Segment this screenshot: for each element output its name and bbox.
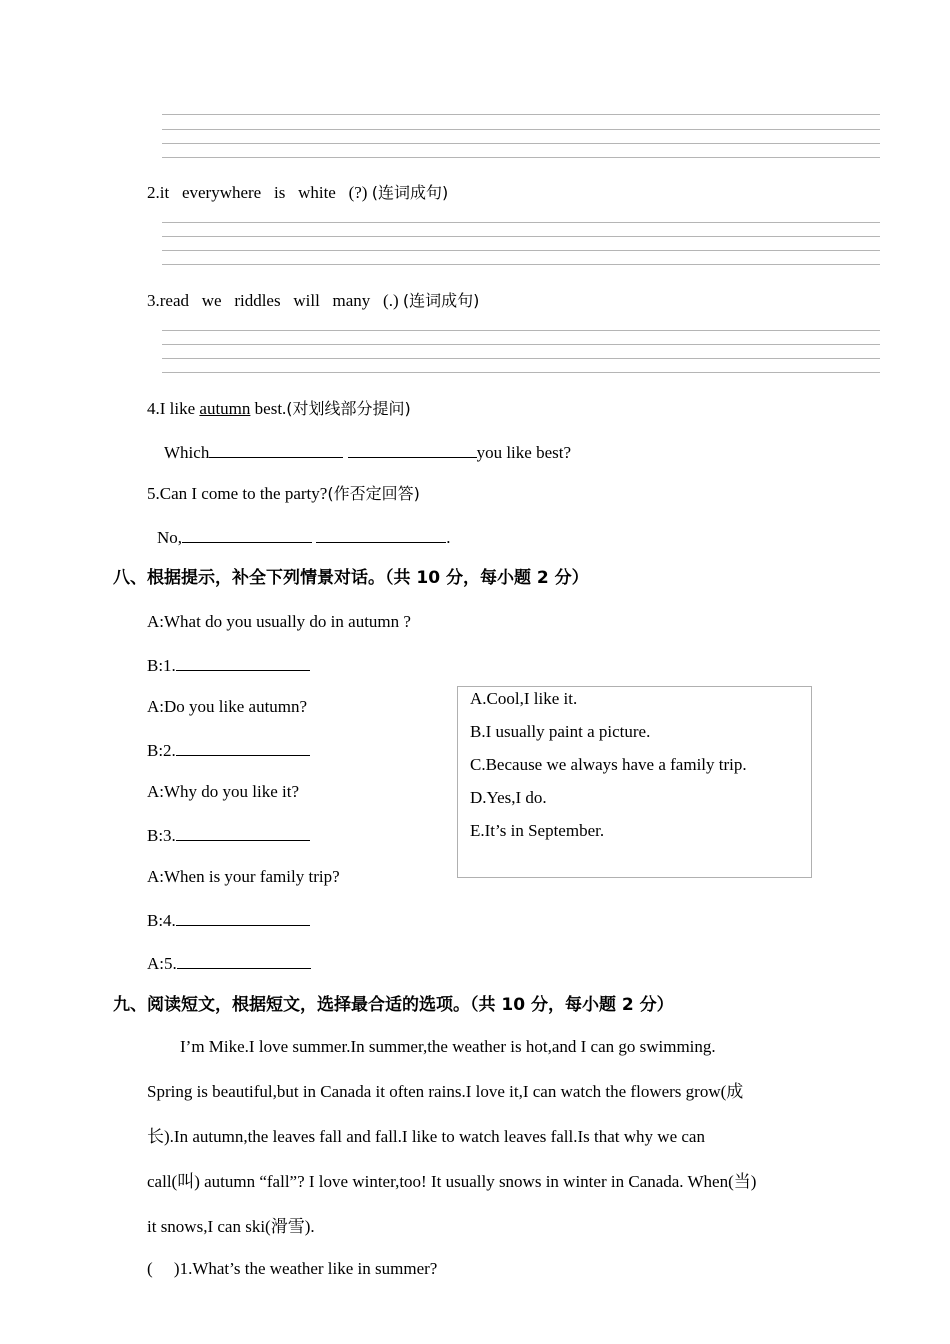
question-4-answer	[164, 441, 571, 463]
answer-line	[162, 236, 880, 237]
dialogue-line	[147, 952, 311, 974]
dialogue-line: A:Do you like autumn?	[147, 697, 308, 716]
answer-blank[interactable]	[176, 909, 310, 926]
option-a: A.Cool,I like it.	[470, 689, 578, 708]
dialogue-line: A:When is your family trip?	[147, 867, 340, 886]
option-d: D.Yes,I do.	[470, 788, 547, 807]
passage-line: I’m Mike.I love summer.In summer,the weather is hot,and I can go swimming.	[180, 1037, 716, 1056]
underlined-word: autumn	[199, 399, 251, 418]
question-2-words: 2.it everywhere is white (?)	[147, 183, 368, 202]
answer-blank[interactable]	[348, 441, 477, 458]
dialogue-line	[147, 654, 310, 676]
answer-end: .	[446, 528, 451, 547]
dialogue-line	[147, 739, 310, 761]
dialogue-line: A:Why do you like it?	[147, 782, 300, 801]
answer-line	[162, 330, 880, 331]
question-5	[147, 484, 420, 504]
answer-blank[interactable]	[177, 952, 311, 969]
answer-line	[162, 129, 880, 130]
passage-line: call(叫) autumn “fall”? I love winter,too! It usually snows in winter in Canada. When(当)	[147, 1172, 757, 1191]
answer-end: you like best?	[476, 443, 571, 462]
answer-line	[162, 222, 880, 223]
section-8-heading: 八、根据提示，补全下列情景对话。（共 10 分，每小题 2 分）	[113, 568, 589, 588]
answer-line	[162, 250, 880, 251]
answer-line	[162, 372, 880, 373]
passage-line: 长).In autumn,the leaves fall and fall.I like to watch leaves fall.Is that why we can	[147, 1127, 705, 1146]
question-2	[147, 183, 448, 203]
answer-blank[interactable]	[209, 441, 343, 458]
option-c: C.Because we always have a family trip.	[470, 755, 747, 774]
answer-blank[interactable]	[316, 526, 446, 543]
answer-blank[interactable]	[176, 824, 310, 841]
question-4	[147, 399, 411, 419]
dialogue-label: B:1.	[147, 656, 176, 675]
question-3	[147, 291, 479, 311]
reading-question-1-text: 1.What’s the weather like in summer?	[179, 1259, 438, 1278]
answer-bracket[interactable]: ( )	[147, 1259, 180, 1278]
answer-line	[162, 143, 880, 144]
option-b: B.I usually paint a picture.	[470, 722, 651, 741]
answer-line	[162, 264, 880, 265]
dialogue-line	[147, 909, 310, 931]
question-4-instruction: (对划线部分提问)	[286, 399, 411, 418]
passage-line: it snows,I can ski(滑雪).	[147, 1217, 315, 1236]
passage-line: Spring is beautiful,but in Canada it often rains.I love it,I can watch the flowers grow(成	[147, 1082, 744, 1101]
dialogue-label: A:5.	[147, 954, 177, 973]
answer-line	[162, 358, 880, 359]
question-3-instruction: (连词成句)	[402, 291, 480, 310]
answer-start: No,	[157, 528, 183, 547]
answer-blank[interactable]	[176, 654, 310, 671]
question-4-suffix: best.	[250, 399, 287, 418]
question-4-prefix: 4.I like	[147, 399, 200, 418]
question-5-text: 5.Can I come to the party?	[147, 484, 328, 503]
answer-line	[162, 344, 880, 345]
options-box	[457, 686, 812, 878]
option-e: E.It’s in September.	[470, 821, 605, 840]
dialogue-label: B:4.	[147, 911, 176, 930]
section-9-heading: 九、阅读短文，根据短文，选择最合适的选项。（共 10 分，每小题 2 分）	[113, 995, 674, 1015]
question-2-instruction: (连词成句)	[371, 183, 449, 202]
dialogue-label: B:3.	[147, 826, 176, 845]
answer-line	[162, 114, 880, 115]
dialogue-label: B:2.	[147, 741, 176, 760]
answer-blank[interactable]	[176, 739, 310, 756]
answer-line	[162, 157, 880, 158]
answer-blank[interactable]	[182, 526, 312, 543]
question-3-words: 3.read we riddles will many (.)	[147, 291, 399, 310]
reading-question-1	[147, 1259, 437, 1279]
question-5-answer	[157, 526, 451, 548]
dialogue-line: A:What do you usually do in autumn ?	[147, 612, 411, 631]
answer-start: Which	[164, 443, 210, 462]
dialogue-line	[147, 824, 310, 846]
question-5-instruction: (作否定回答)	[327, 484, 420, 503]
